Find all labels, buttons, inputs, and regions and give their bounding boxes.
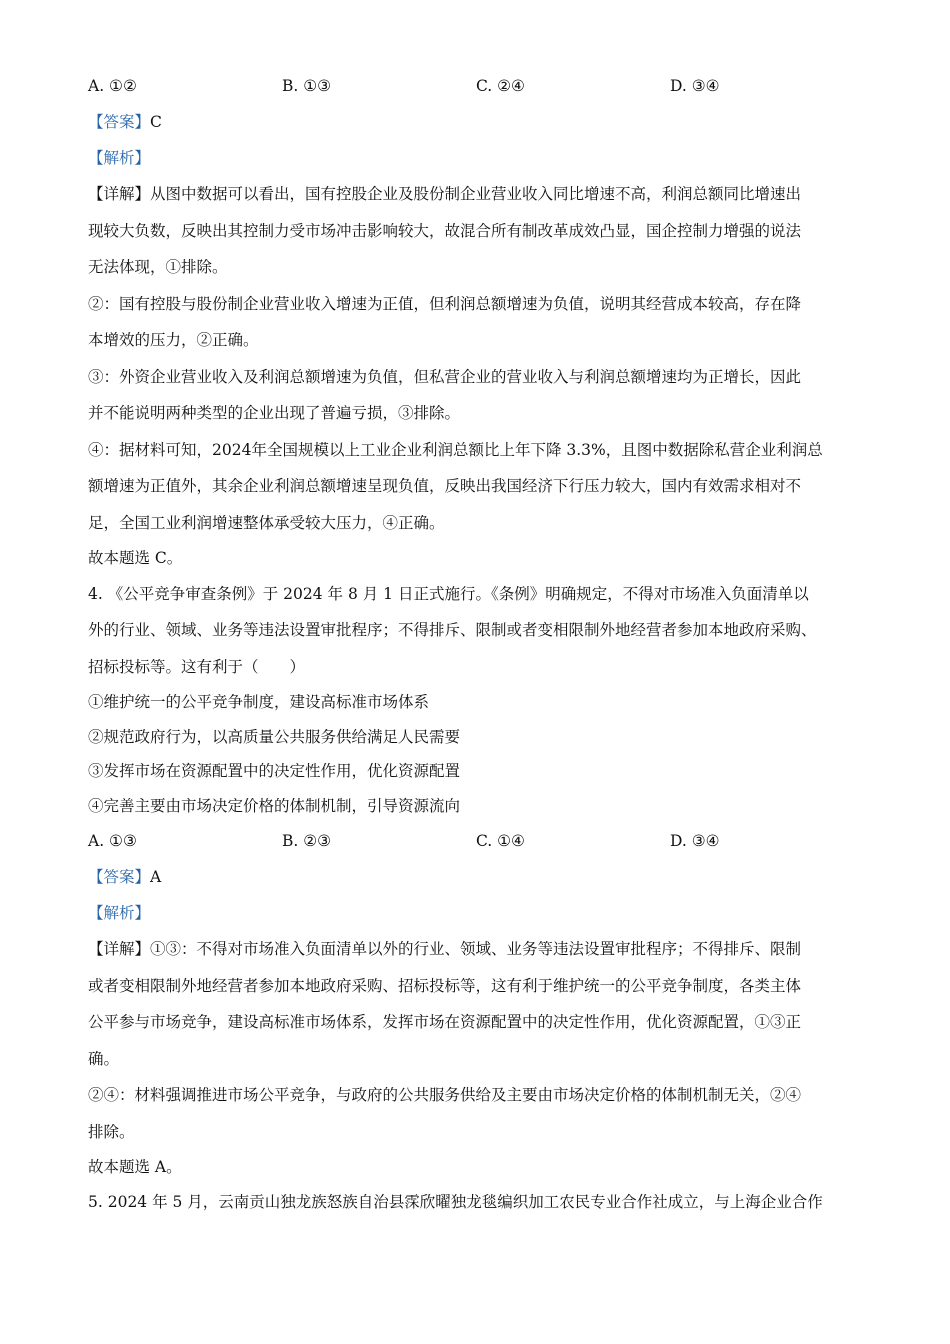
q3-para-4 [88,432,868,542]
q3-para-3-line-2: 并不能说明两种类型的企业出现了普遍亏损，③排除。 [88,404,461,422]
q4-detail-line-1: ①③：不得对市场准入负面清单以外的行业、领域、业务等违法设置审批程序；不得排斥、限制 [150,940,802,958]
q3-answer [88,104,868,140]
q3-answer-value: C [150,113,162,131]
q4-answer [88,859,868,895]
q4-detail-tag: 【详解】 [88,940,151,958]
q4-option-a: A. ①③ [88,832,137,850]
q3-options [88,68,868,104]
q4-para-2 [88,1077,868,1150]
q3-answer-tag: 【答案】 [88,113,151,131]
q4-detail-line-4: 确。 [88,1049,120,1068]
q4-para-2-line-1: ②④：材料强调推进市场公平竞争，与政府的公共服务供给及主要由市场决定价格的体制机制无关，②④ [88,1086,802,1104]
q4-stem-line-3: 招标投标等。这有利于（ ） [88,657,306,676]
q3-detail-line-3: 无法体现，①排除。 [88,258,228,276]
q3-option-c: C. ②④ [476,77,525,95]
q3-option-b: B. ①③ [282,77,332,95]
q3-analysis-tag: 【解析】 [88,149,151,167]
q3-para-2 [88,286,868,359]
document-page [88,68,868,1219]
q3-para-2-line-1: ②：国有控股与股份制企业营业收入增速为正值，但利润总额增速为负值，说明其经营成本较高，存在降 [88,294,802,313]
q3-para-3 [88,359,868,432]
q3-detail-tag: 【详解】 [88,185,151,203]
q4-options [88,823,868,859]
q4-stem-line-1: 4. 《公平竞争审查条例》于 2024 年 8 月 1 日正式施行。《条例》明确规定，不得对市场准入负面清单以 [88,584,809,603]
q3-detail-line-1: 从图中数据可以看出，国有控股企业及股份制企业营业收入同比增速不高，利润总额同比增速出 [150,185,802,203]
q4-statement-1: ①维护统一的公平竞争制度，建设高标准市场体系 [88,693,430,712]
q4-detail-line-3: 公平参与市场竞争，建设高标准市场体系，发挥市场在资源配置中的决定性作用，优化资源配置，①③正 [88,1013,802,1031]
q3-conclusion: 故本题选 C。 [88,549,183,568]
q3-option-a: A. ①② [88,77,137,95]
q4-answer-tag: 【答案】 [88,868,151,886]
q4-conclusion: 故本题选 A。 [88,1158,182,1177]
q3-para-3-line-1: ③：外资企业营业收入及利润总额增速为负值，但私营企业的营业收入与利润总额增速均为正增长，因此 [88,367,802,386]
q3-para-4-line-2: 额增速为正值外，其余企业利润总额增速呈现负值，反映出我国经济下行压力较大，国内有效需求相对不 [88,477,802,495]
q4-option-d: D. ③④ [670,832,720,850]
q4-analysis [88,895,868,931]
q5-stem-line-1: 5. 2024 年 5 月，云南贡山独龙族怒族自治县霂欣曜独龙毯编织加工农民专业合作社成立，与上海企业合作 [88,1192,823,1211]
q4-answer-value: A [150,868,162,886]
q3-option-d: D. ③④ [670,77,720,95]
q4-statement-4: ④完善主要由市场决定价格的体制机制，引导资源流向 [88,796,461,815]
q3-para-2-line-2: 本增效的压力，②正确。 [88,331,259,349]
q3-para-4-line-1: ④：据材料可知，2024年全国规模以上工业企业利润总额比上年下降 3.3%，且图中数据除私营企业利润总 [88,440,823,459]
q4-statement-2: ②规范政府行为，以高质量公共服务供给满足人民需要 [88,727,461,746]
q4-option-b: B. ②③ [282,832,332,850]
q4-option-c: C. ①④ [476,832,525,850]
q4-analysis-tag: 【解析】 [88,904,151,922]
q4-detail-line-2: 或者变相限制外地经营者参加本地政府采购、招标投标等，这有利于维护统一的公平竞争制度，各类主体 [88,976,802,995]
q3-para-4-line-3: 足，全国工业利润增速整体承受较大压力，④正确。 [88,513,445,532]
q3-analysis [88,140,868,176]
q4-para-2-line-2: 排除。 [88,1122,135,1141]
q4-statement-3: ③发挥市场在资源配置中的决定性作用，优化资源配置 [88,762,461,781]
q3-detail [88,176,868,286]
q3-detail-line-2: 现较大负数，反映出其控制力受市场冲击影响较大，故混合所有制改革成效凸显，国企控制力增强的说法 [88,221,802,240]
q4-stem [88,576,868,686]
q4-stem-line-2: 外的行业、领域、业务等违法设置审批程序；不得排斥、限制或者变相限制外地经营者参加本地政府采购、 [88,621,817,639]
q4-detail [88,931,868,1077]
